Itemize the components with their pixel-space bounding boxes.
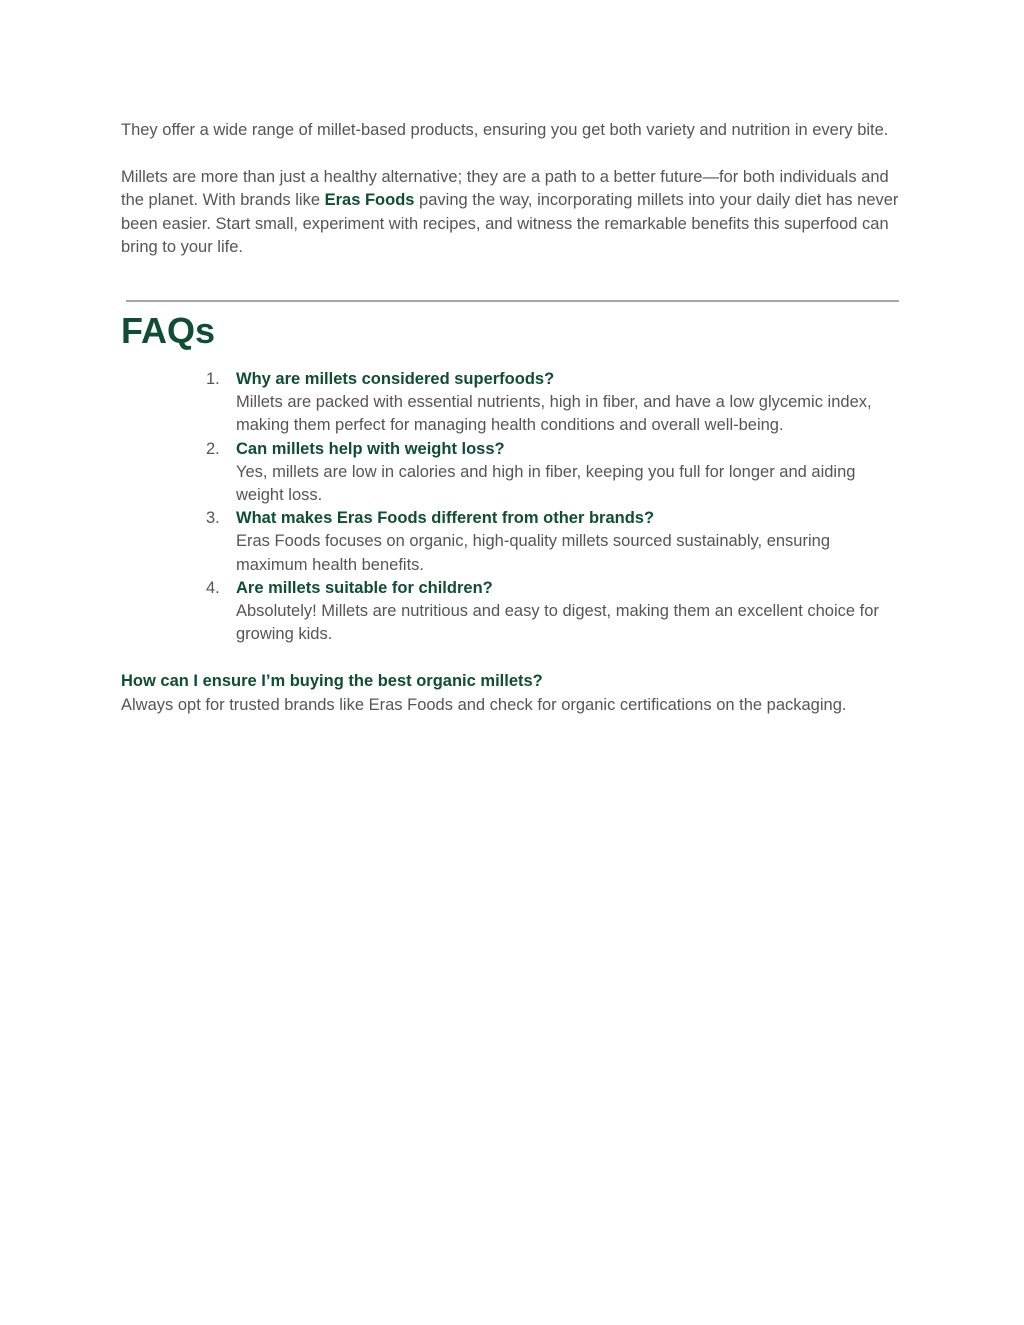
brand-name: Eras Foods <box>324 191 415 210</box>
faq-heading: FAQs <box>121 310 216 352</box>
faq-answer: Eras Foods focuses on organic, high-quality millets sourced sustainably, ensuring maximum health benefits. <box>236 532 830 574</box>
faq-answer: Millets are packed with essential nutrients, high in fiber, and have a low glycemic index, making them perfect for managing health conditions and overall well-being. <box>236 393 872 435</box>
document-page <box>121 119 903 717</box>
faq-question: Are millets suitable for children? <box>236 578 493 597</box>
conclusion-text-start: Millets are more than just a healthy alternative; they are a path to a better future—for both individuals and the planet. With brands like <box>121 168 889 210</box>
faq-answer: Yes, millets are low in calories and high in fiber, keeping you full for longer and aiding weight loss. <box>236 462 856 505</box>
faq-extra-answer: Always opt for trusted brands like Eras Foods and check for organic certifications on the packaging. <box>121 695 847 714</box>
faq-item <box>121 438 903 508</box>
faq-question: Why are millets considered superfoods? <box>236 370 555 389</box>
faq-question: What makes Eras Foods different from other brands? <box>236 509 655 528</box>
faq-number: 3. <box>206 509 220 528</box>
conclusion-text-end: paving the way, incorporating millets into your daily diet has never been easier. Start small, experiment with recipes, and witness the remarkable benefits this superfood can bring to your life. <box>121 191 899 256</box>
faq-item <box>121 368 903 438</box>
faq-number: 4. <box>206 578 220 597</box>
faq-extra <box>121 670 903 716</box>
intro-paragraph: They offer a wide range of millet-based products, ensuring you get both variety and nutrition in every bite. <box>121 121 889 139</box>
faq-item <box>121 577 903 647</box>
faq-list <box>121 368 903 646</box>
faq-item <box>121 507 903 577</box>
faq-number: 2. <box>206 439 220 458</box>
faq-question: Can millets help with weight loss? <box>236 439 505 458</box>
faq-number: 1. <box>206 370 220 389</box>
faq-answer: Absolutely! Millets are nutritious and easy to digest, making them an excellent choice for growing kids. <box>236 602 879 644</box>
horizontal-divider <box>126 300 899 302</box>
conclusion-paragraph <box>121 166 903 259</box>
faq-extra-question: How can I ensure I’m buying the best organic millets? <box>121 672 543 691</box>
